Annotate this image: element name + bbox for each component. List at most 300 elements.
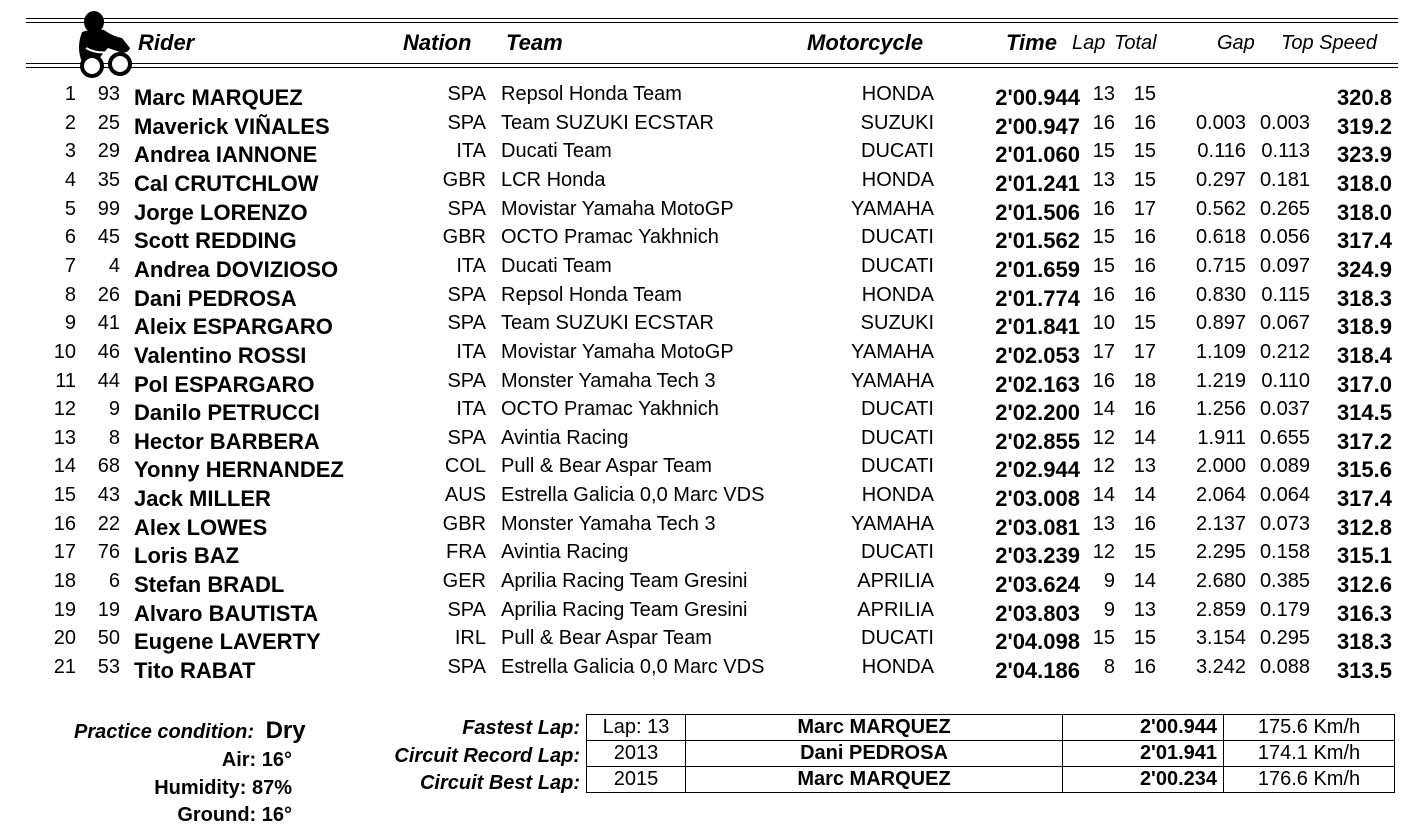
gap-to-previous: 0.089: [1259, 455, 1310, 478]
gap-to-first: 2.859: [1195, 598, 1246, 621]
gap-to-previous: 0.295: [1259, 627, 1310, 650]
top-speed: 315.6: [1336, 457, 1392, 483]
row-position: 3: [64, 140, 76, 163]
rider-team: Estrella Galicia 0,0 Marc VDS: [501, 484, 765, 507]
rider-motorcycle: HONDA: [861, 656, 934, 678]
table-row: [0, 284, 1412, 312]
rider-nation: FRA: [446, 541, 486, 564]
rider-number: 68: [97, 455, 120, 478]
rider-motorcycle: HONDA: [861, 168, 934, 191]
rider-team: OCTO Pramac Yakhnich: [501, 226, 719, 249]
table-row: [0, 541, 1412, 569]
table-row: [0, 455, 1412, 483]
rider-number: 43: [97, 484, 120, 507]
gap-to-first: 2.680: [1195, 570, 1246, 593]
total-laps: 13: [1133, 598, 1156, 621]
air-temp: Air: 16°: [221, 749, 292, 771]
rider-team: Pull & Bear Aspar Team: [501, 627, 712, 650]
motorcycle-rider-icon: [72, 8, 134, 78]
rider-name: Eugene LAVERTY: [134, 629, 321, 655]
gap-to-first: 0.562: [1195, 197, 1246, 220]
gap-to-previous: 0.003: [1259, 111, 1310, 134]
top-speed: 317.0: [1336, 371, 1392, 397]
total-laps: 15: [1133, 312, 1156, 335]
top-speed: 320.8: [1336, 85, 1392, 110]
circuit-record-label: Circuit Record Lap:: [394, 745, 580, 767]
gap-to-first: 1.256: [1195, 398, 1246, 421]
rider-number: 50: [97, 627, 120, 650]
total-laps: 15: [1133, 168, 1156, 191]
total-laps: 14: [1133, 484, 1156, 507]
record-row-circuit-record: [587, 741, 1395, 767]
top-speed: 313.5: [1336, 658, 1392, 683]
row-position: 14: [53, 455, 76, 478]
row-position: 6: [64, 226, 76, 249]
top-speed: 319.2: [1336, 113, 1392, 139]
rider-number: 45: [97, 226, 120, 249]
gap-to-previous: 0.037: [1259, 398, 1310, 421]
gap-to-first: 1.219: [1195, 369, 1246, 392]
circuit-best-label: Circuit Best Lap:: [419, 772, 580, 794]
top-speed: 323.9: [1336, 142, 1392, 168]
rider-motorcycle: YAMAHA: [851, 340, 934, 363]
record-speed: 174.1 Km/h: [1224, 741, 1395, 767]
rider-team: Team SUZUKI ECSTAR: [501, 111, 714, 134]
rider-motorcycle: APRILIA: [857, 598, 934, 621]
table-row: [0, 398, 1412, 426]
best-lap-number: 14: [1092, 484, 1115, 507]
table-row: [0, 427, 1412, 455]
record-row-circuit-best: [587, 767, 1395, 793]
fastest-lap-label: Fastest Lap:: [462, 717, 580, 739]
rider-nation: SPA: [447, 283, 486, 306]
row-position: 2: [64, 111, 76, 134]
rider-nation: SPA: [447, 656, 486, 678]
header-rule-bottom-2: [26, 67, 1398, 68]
rider-team: OCTO Pramac Yakhnich: [501, 398, 719, 421]
table-row: [0, 226, 1412, 254]
best-lap-number: 17: [1092, 340, 1115, 363]
header-time: Time: [1006, 30, 1057, 55]
table-row: [0, 140, 1412, 168]
rider-name: Andrea IANNONE: [134, 142, 318, 168]
lap-time: 2'03.803: [995, 600, 1080, 626]
record-time: 2'00.234: [1063, 767, 1224, 793]
rider-number: 4: [108, 254, 120, 277]
top-speed: 317.4: [1336, 228, 1392, 254]
rider-name: Scott REDDING: [134, 228, 297, 254]
rider-number: 93: [97, 83, 120, 105]
rider-team: Monster Yamaha Tech 3: [501, 369, 716, 392]
best-lap-number: 14: [1092, 398, 1115, 421]
gap-to-previous: 0.097: [1259, 254, 1310, 277]
rider-number: 8: [108, 426, 120, 449]
gap-to-previous: 0.265: [1259, 197, 1310, 220]
best-lap-number: 13: [1092, 83, 1115, 105]
gap-to-first: 0.715: [1195, 254, 1246, 277]
lap-time: 2'02.944: [995, 457, 1080, 483]
row-position: 5: [64, 197, 76, 220]
header-rule-top-2: [26, 22, 1398, 23]
rider-name: Yonny HERNANDEZ: [134, 457, 344, 483]
top-speed: 318.0: [1336, 199, 1392, 225]
lap-time: 2'04.186: [995, 658, 1080, 683]
rider-name: Hector BARBERA: [134, 428, 320, 454]
rider-nation: GBR: [442, 512, 486, 535]
total-laps: 16: [1133, 226, 1156, 249]
rider-motorcycle: APRILIA: [857, 570, 934, 593]
lap-time: 2'02.855: [995, 428, 1080, 454]
best-lap-number: 13: [1092, 512, 1115, 535]
row-position: 16: [53, 512, 76, 535]
best-lap-number: 16: [1092, 283, 1115, 306]
rider-nation: SPA: [447, 598, 486, 621]
rider-name: Dani PEDROSA: [134, 285, 297, 311]
humidity: Humidity: 87%: [154, 777, 292, 799]
rider-nation: GBR: [442, 168, 486, 191]
rider-motorcycle: DUCATI: [861, 541, 934, 564]
record-row-fastest: [587, 715, 1395, 741]
row-position: 8: [64, 283, 76, 306]
table-row: [0, 198, 1412, 226]
rider-team: LCR Honda: [501, 168, 606, 191]
rider-nation: AUS: [444, 484, 486, 507]
total-laps: 14: [1133, 426, 1156, 449]
row-position: 20: [53, 627, 76, 650]
table-row: [0, 484, 1412, 512]
gap-to-first: 2.137: [1195, 512, 1246, 535]
gap-to-previous: 0.064: [1259, 484, 1310, 507]
gap-to-first: 2.295: [1195, 541, 1246, 564]
rider-team: Aprilia Racing Team Gresini: [501, 598, 748, 621]
record-rider: Dani PEDROSA: [686, 741, 1063, 767]
rider-number: 26: [97, 283, 120, 306]
best-lap-number: 12: [1092, 541, 1115, 564]
top-speed: 315.1: [1336, 543, 1392, 569]
rider-nation: ITA: [456, 398, 486, 421]
rider-number: 44: [97, 369, 120, 392]
header-rider: Rider: [138, 30, 195, 55]
gap-to-first: 0.297: [1195, 168, 1246, 191]
row-position: 9: [64, 312, 76, 335]
gap-to-first: 0.618: [1195, 226, 1246, 249]
rider-number: 76: [97, 541, 120, 564]
top-speed: 314.5: [1336, 400, 1392, 426]
ground-temp: Ground: 16°: [177, 804, 292, 826]
rider-motorcycle: YAMAHA: [851, 369, 934, 392]
total-laps: 16: [1133, 512, 1156, 535]
rider-motorcycle: DUCATI: [861, 398, 934, 421]
record-speed: 176.6 Km/h: [1224, 767, 1395, 793]
total-laps: 16: [1133, 111, 1156, 134]
rider-name: Aleix ESPARGARO: [134, 314, 333, 340]
lap-time: 2'01.060: [995, 142, 1080, 168]
table-row: [0, 169, 1412, 197]
gap-to-first: 2.000: [1195, 455, 1246, 478]
table-row: [0, 83, 1412, 111]
row-position: 13: [53, 426, 76, 449]
top-speed: 318.3: [1336, 629, 1392, 655]
rider-nation: SPA: [447, 111, 486, 134]
top-speed: 318.9: [1336, 314, 1392, 340]
total-laps: 17: [1133, 197, 1156, 220]
total-laps: 15: [1133, 83, 1156, 105]
table-row: [0, 312, 1412, 340]
row-position: 15: [53, 484, 76, 507]
record-speed: 175.6 Km/h: [1224, 715, 1395, 741]
header-rule-top: [26, 18, 1398, 19]
lap-time: 2'01.659: [995, 256, 1080, 282]
table-row: [0, 112, 1412, 140]
rider-nation: COL: [444, 455, 486, 478]
gap-to-first: 3.154: [1195, 627, 1246, 650]
rider-name: Valentino ROSSI: [134, 342, 307, 368]
gap-to-first: 0.003: [1195, 111, 1246, 134]
lap-time: 2'02.053: [995, 342, 1080, 368]
total-laps: 16: [1133, 656, 1156, 678]
total-laps: 15: [1133, 140, 1156, 163]
table-row: [0, 570, 1412, 598]
rider-team: Movistar Yamaha MotoGP: [501, 197, 734, 220]
lap-time: 2'03.239: [995, 543, 1080, 569]
header-gap: Gap: [1217, 32, 1255, 54]
rider-name: Danilo PETRUCCI: [134, 400, 320, 426]
top-speed: 318.3: [1336, 285, 1392, 311]
rider-number: 9: [108, 398, 120, 421]
gap-to-previous: 0.158: [1259, 541, 1310, 564]
header-total: Total: [1114, 32, 1157, 54]
rider-name: Alex LOWES: [134, 514, 268, 540]
best-lap-number: 15: [1092, 226, 1115, 249]
rider-team: Movistar Yamaha MotoGP: [501, 340, 734, 363]
record-rider: Marc MARQUEZ: [686, 767, 1063, 793]
row-position: 1: [64, 83, 76, 105]
best-lap-number: 13: [1092, 168, 1115, 191]
rider-number: 6: [108, 570, 120, 593]
header-top-speed: Top Speed: [1281, 32, 1378, 54]
best-lap-number: 15: [1092, 140, 1115, 163]
total-laps: 16: [1133, 283, 1156, 306]
rider-motorcycle: HONDA: [861, 283, 934, 306]
rider-nation: SPA: [447, 83, 486, 105]
header-nation: Nation: [403, 30, 472, 55]
gap-to-previous: 0.056: [1259, 226, 1310, 249]
rider-team: Pull & Bear Aspar Team: [501, 455, 712, 478]
rider-number: 99: [97, 197, 120, 220]
rider-motorcycle: HONDA: [861, 484, 934, 507]
best-lap-number: 12: [1092, 455, 1115, 478]
rider-team: Avintia Racing: [501, 541, 629, 564]
lap-time: 2'00.944: [995, 85, 1080, 110]
rider-name: Tito RABAT: [134, 658, 256, 683]
gap-to-previous: 0.110: [1261, 369, 1310, 392]
top-speed: 317.4: [1336, 486, 1392, 512]
top-speed: 317.2: [1336, 428, 1392, 454]
record-lap: Lap: 13: [587, 715, 686, 741]
record-time: 2'01.941: [1063, 741, 1224, 767]
lap-time: 2'03.081: [995, 514, 1080, 540]
gap-to-previous: 0.067: [1259, 312, 1310, 335]
rider-number: 29: [97, 140, 120, 163]
rider-motorcycle: SUZUKI: [860, 312, 934, 335]
rider-nation: SPA: [447, 197, 486, 220]
lap-time: 2'02.163: [995, 371, 1080, 397]
header-lap: Lap: [1072, 32, 1106, 54]
rider-motorcycle: DUCATI: [861, 226, 934, 249]
total-laps: 14: [1133, 570, 1156, 593]
rider-name: Alvaro BAUTISTA: [134, 600, 319, 626]
rider-number: 19: [97, 598, 120, 621]
best-lap-number: 16: [1092, 369, 1115, 392]
best-lap-number: 10: [1092, 312, 1115, 335]
rider-name: Maverick VIÑALES: [134, 113, 330, 139]
rider-team: Aprilia Racing Team Gresini: [501, 570, 748, 593]
gap-to-previous: 0.181: [1259, 168, 1310, 191]
total-laps: 13: [1133, 455, 1156, 478]
rider-motorcycle: DUCATI: [861, 254, 934, 277]
rider-name: Jack MILLER: [134, 486, 271, 512]
rider-nation: IRL: [454, 627, 486, 650]
rider-number: 25: [97, 111, 120, 134]
gap-to-first: 1.911: [1197, 426, 1246, 449]
gap-to-previous: 0.385: [1259, 570, 1310, 593]
table-row: [0, 255, 1412, 283]
rider-nation: SPA: [447, 426, 486, 449]
row-position: 7: [64, 254, 76, 277]
lap-time: 2'01.774: [995, 285, 1080, 311]
top-speed: 318.0: [1336, 170, 1392, 196]
rider-name: Stefan BRADL: [134, 572, 285, 598]
row-position: 4: [64, 168, 76, 191]
rider-nation: GER: [442, 570, 486, 593]
gap-to-previous: 0.179: [1259, 598, 1310, 621]
rider-name: Pol ESPARGARO: [134, 371, 315, 397]
rider-name: Marc MARQUEZ: [134, 85, 303, 110]
total-laps: 15: [1133, 627, 1156, 650]
rider-team: Avintia Racing: [501, 426, 629, 449]
rider-team: Ducati Team: [501, 140, 612, 163]
best-lap-number: 16: [1092, 111, 1115, 134]
record-year: 2015: [587, 767, 686, 793]
rider-number: 41: [97, 312, 120, 335]
best-lap-number: 8: [1103, 656, 1115, 678]
rider-nation: GBR: [442, 226, 486, 249]
table-row: [0, 370, 1412, 398]
row-position: 19: [53, 598, 76, 621]
rider-name: Jorge LORENZO: [134, 199, 308, 225]
rider-name: Loris BAZ: [134, 543, 240, 569]
top-speed: 312.8: [1336, 514, 1392, 540]
table-row: [0, 513, 1412, 541]
lap-time: 2'01.562: [995, 228, 1080, 254]
table-row: [0, 341, 1412, 369]
lap-time: 2'04.098: [995, 629, 1080, 655]
records-table: [586, 714, 1395, 793]
gap-to-previous: 0.113: [1261, 140, 1310, 163]
gap-to-first: 3.242: [1195, 656, 1246, 678]
rider-team: Repsol Honda Team: [501, 283, 682, 306]
rider-name: Andrea DOVIZIOSO: [134, 256, 339, 282]
gap-to-previous: 0.212: [1259, 340, 1310, 363]
lap-time: 2'01.241: [995, 170, 1080, 196]
row-position: 10: [53, 340, 76, 363]
rider-motorcycle: DUCATI: [861, 140, 934, 163]
best-lap-number: 9: [1103, 598, 1115, 621]
top-speed: 324.9: [1336, 256, 1392, 282]
row-position: 17: [53, 541, 76, 564]
rider-nation: ITA: [456, 254, 486, 277]
gap-to-previous: 0.655: [1259, 426, 1310, 449]
record-rider: Marc MARQUEZ: [686, 715, 1063, 741]
total-laps: 16: [1133, 398, 1156, 421]
lap-time: 2'02.200: [995, 400, 1080, 426]
rider-motorcycle: HONDA: [861, 83, 934, 105]
table-row: [0, 599, 1412, 627]
rider-team: Monster Yamaha Tech 3: [501, 512, 716, 535]
best-lap-number: 12: [1092, 426, 1115, 449]
lap-time: 2'03.624: [995, 572, 1080, 598]
total-laps: 16: [1133, 254, 1156, 277]
table-row: [0, 627, 1412, 655]
practice-condition: [74, 717, 306, 745]
lap-time: 2'01.506: [995, 199, 1080, 225]
row-position: 11: [55, 369, 76, 392]
header-rule-bottom: [26, 63, 1398, 64]
rider-team: Team SUZUKI ECSTAR: [501, 312, 714, 335]
practice-condition-value: Dry: [265, 717, 306, 744]
rider-nation: ITA: [456, 340, 486, 363]
gap-to-first: 2.064: [1195, 484, 1246, 507]
gap-to-previous: 0.073: [1259, 512, 1310, 535]
rider-motorcycle: DUCATI: [861, 627, 934, 650]
gap-to-first: 0.897: [1195, 312, 1246, 335]
total-laps: 18: [1133, 369, 1156, 392]
rider-number: 35: [97, 168, 120, 191]
rider-nation: SPA: [447, 312, 486, 335]
rider-number: 22: [97, 512, 120, 535]
gap-to-first: 0.116: [1197, 140, 1246, 163]
rider-nation: ITA: [456, 140, 486, 163]
total-laps: 17: [1133, 340, 1156, 363]
lap-time: 2'01.841: [995, 314, 1080, 340]
rider-motorcycle: DUCATI: [861, 426, 934, 449]
top-speed: 316.3: [1336, 600, 1392, 626]
rider-nation: SPA: [447, 369, 486, 392]
rider-name: Cal CRUTCHLOW: [134, 170, 319, 196]
record-time: 2'00.944: [1063, 715, 1224, 741]
lap-time: 2'00.947: [995, 113, 1080, 139]
rider-number: 53: [97, 656, 120, 678]
rider-team: Estrella Galicia 0,0 Marc VDS: [501, 656, 765, 678]
table-row: [0, 656, 1412, 684]
best-lap-number: 15: [1092, 254, 1115, 277]
gap-to-previous: 0.088: [1259, 656, 1310, 678]
top-speed: 318.4: [1336, 342, 1392, 368]
best-lap-number: 15: [1092, 627, 1115, 650]
rider-motorcycle: DUCATI: [861, 455, 934, 478]
row-position: 18: [53, 570, 76, 593]
gap-to-first: 1.109: [1195, 340, 1246, 363]
gap-to-first: 0.830: [1195, 283, 1246, 306]
rider-team: Ducati Team: [501, 254, 612, 277]
header-team: Team: [506, 30, 563, 55]
record-year: 2013: [587, 741, 686, 767]
total-laps: 15: [1133, 541, 1156, 564]
best-lap-number: 16: [1092, 197, 1115, 220]
rider-number: 46: [97, 340, 120, 363]
rider-motorcycle: YAMAHA: [851, 197, 934, 220]
lap-time: 2'03.008: [995, 486, 1080, 512]
